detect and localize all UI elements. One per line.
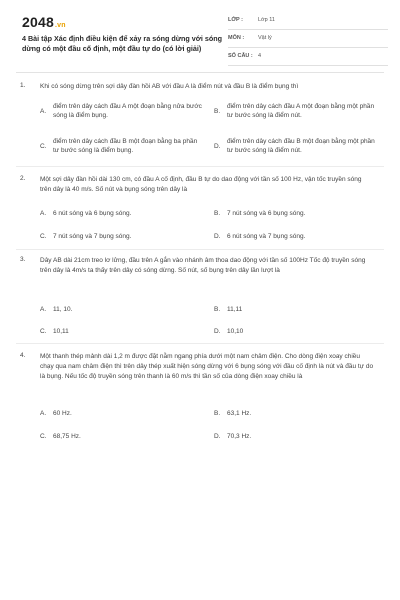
question-text: Dây AB dài 21cm treo lơ lửng, đầu trên A gắn vào nhánh âm thoa dao động với tần số 100Hz Tốc độ truyền sóng trên dây là 4m/s ta thấy trên dây có sóng dừng. Số nút, số bụng trên dây lần lượt là (40, 257, 366, 274)
option-letter: C. (40, 143, 47, 150)
meta-key: MÔN : (228, 35, 245, 41)
meta-key: SỐ CÂU : (228, 53, 253, 59)
option-letter: C. (40, 328, 47, 335)
question-number: 3. (20, 256, 26, 263)
meta-row-count (228, 50, 388, 66)
option-text: 11, 10. (53, 306, 73, 313)
logo-suffix: .vn (54, 22, 66, 29)
question-4 (16, 352, 384, 452)
option-letter: A. (40, 108, 47, 115)
meta-value: 4 (258, 53, 262, 59)
question-text: Một thanh thép mảnh dài 1,2 m được đặt nằm ngang phía dưới một nam châm điện. Cho dòng điện xoay chiều chạy qua nam châm điện thì trên dây thép xuất hiện sóng dừng với 6 bụng sóng với đầu cố định là nút và đầu tự do là bụng. Nếu tốc độ truyền sóng trên thanh là 60 m/s thì tần số của dòng điện xoay chiều là (40, 353, 374, 380)
site-logo[interactable] (22, 14, 66, 30)
option-letter: D. (214, 433, 221, 440)
option-text: điểm trên dây cách đầu B một đoạn bằng ba phần tư bước sóng là điểm bụng. (53, 138, 198, 154)
option-letter: B. (214, 108, 221, 115)
question-text: Khi có sóng dừng trên sợi dây đàn hồi AB với đầu A là điểm nút và đầu B là điểm bụng thì (40, 83, 299, 90)
question-3 (16, 256, 384, 340)
option-letter: C. (40, 433, 47, 440)
document-title: 4 Bài tập Xác định điều kiện để xảy ra sóng dừng với sóng dừng có một đầu cố định, một đầu tự do (có lời giải) (22, 34, 223, 53)
option-letter: C. (40, 233, 47, 240)
option-text: 6 nút sóng và 6 bụng sóng. (53, 210, 132, 217)
meta-panel (228, 14, 388, 68)
question-number: 4. (20, 352, 26, 359)
logo-main: 2048 (22, 14, 54, 30)
option-letter: B. (214, 410, 221, 417)
option-text: 10,11 (53, 328, 69, 335)
option-letter: D. (214, 143, 221, 150)
question-separator (16, 343, 384, 344)
option-text: 70,3 Hz. (227, 433, 252, 440)
question-separator (16, 166, 384, 167)
header (0, 0, 400, 72)
option-text: 11,11 (227, 306, 243, 313)
option-letter: A. (40, 210, 47, 217)
option-letter: D. (214, 328, 221, 335)
option-letter: B. (214, 306, 221, 313)
option-text: 68,75 Hz. (53, 433, 81, 440)
question-number: 1. (20, 82, 26, 89)
question-2 (16, 175, 384, 247)
option-text: 60 Hz. (53, 410, 72, 417)
meta-row-subject (228, 32, 388, 48)
question-separator (16, 249, 384, 250)
question-number: 2. (20, 175, 26, 182)
option-letter: A. (40, 306, 47, 313)
meta-row-class (228, 14, 388, 30)
option-text: 63,1 Hz. (227, 410, 252, 417)
question-1 (16, 82, 384, 162)
option-text: điểm trên dây cách đầu B một đoạn bằng một phần tư bước sóng là điểm nút. (227, 138, 375, 154)
option-text: 7 nút sóng và 6 bụng sóng. (227, 210, 306, 217)
option-text: điểm trên dây cách đầu A một đoạn bằng nửa bước sóng là điểm bụng. (53, 103, 202, 119)
option-letter: A. (40, 410, 47, 417)
option-text: 6 nút sóng và 7 bụng sóng. (227, 233, 306, 240)
option-text: 7 nút sóng và 7 bụng sóng. (53, 233, 132, 240)
option-letter: B. (214, 210, 221, 217)
option-text: 10,10 (227, 328, 244, 335)
option-letter: D. (214, 233, 221, 240)
header-divider (16, 72, 384, 73)
question-text: Một sợi dây đàn hồi dài 130 cm, có đầu A cố định, đầu B tự do dao động với tần số 100 Hz, vận tốc truyền sóng trên dây là 40 m/s. Số nút và bụng sóng trên dây là (40, 176, 362, 193)
meta-value: Vật lý (258, 35, 272, 41)
meta-value: Lớp 11 (258, 17, 275, 23)
meta-key: LỚP : (228, 17, 243, 23)
option-text: điểm trên dây cách đầu A một đoạn bằng một phần tư bước sóng là điểm nút. (227, 103, 375, 119)
